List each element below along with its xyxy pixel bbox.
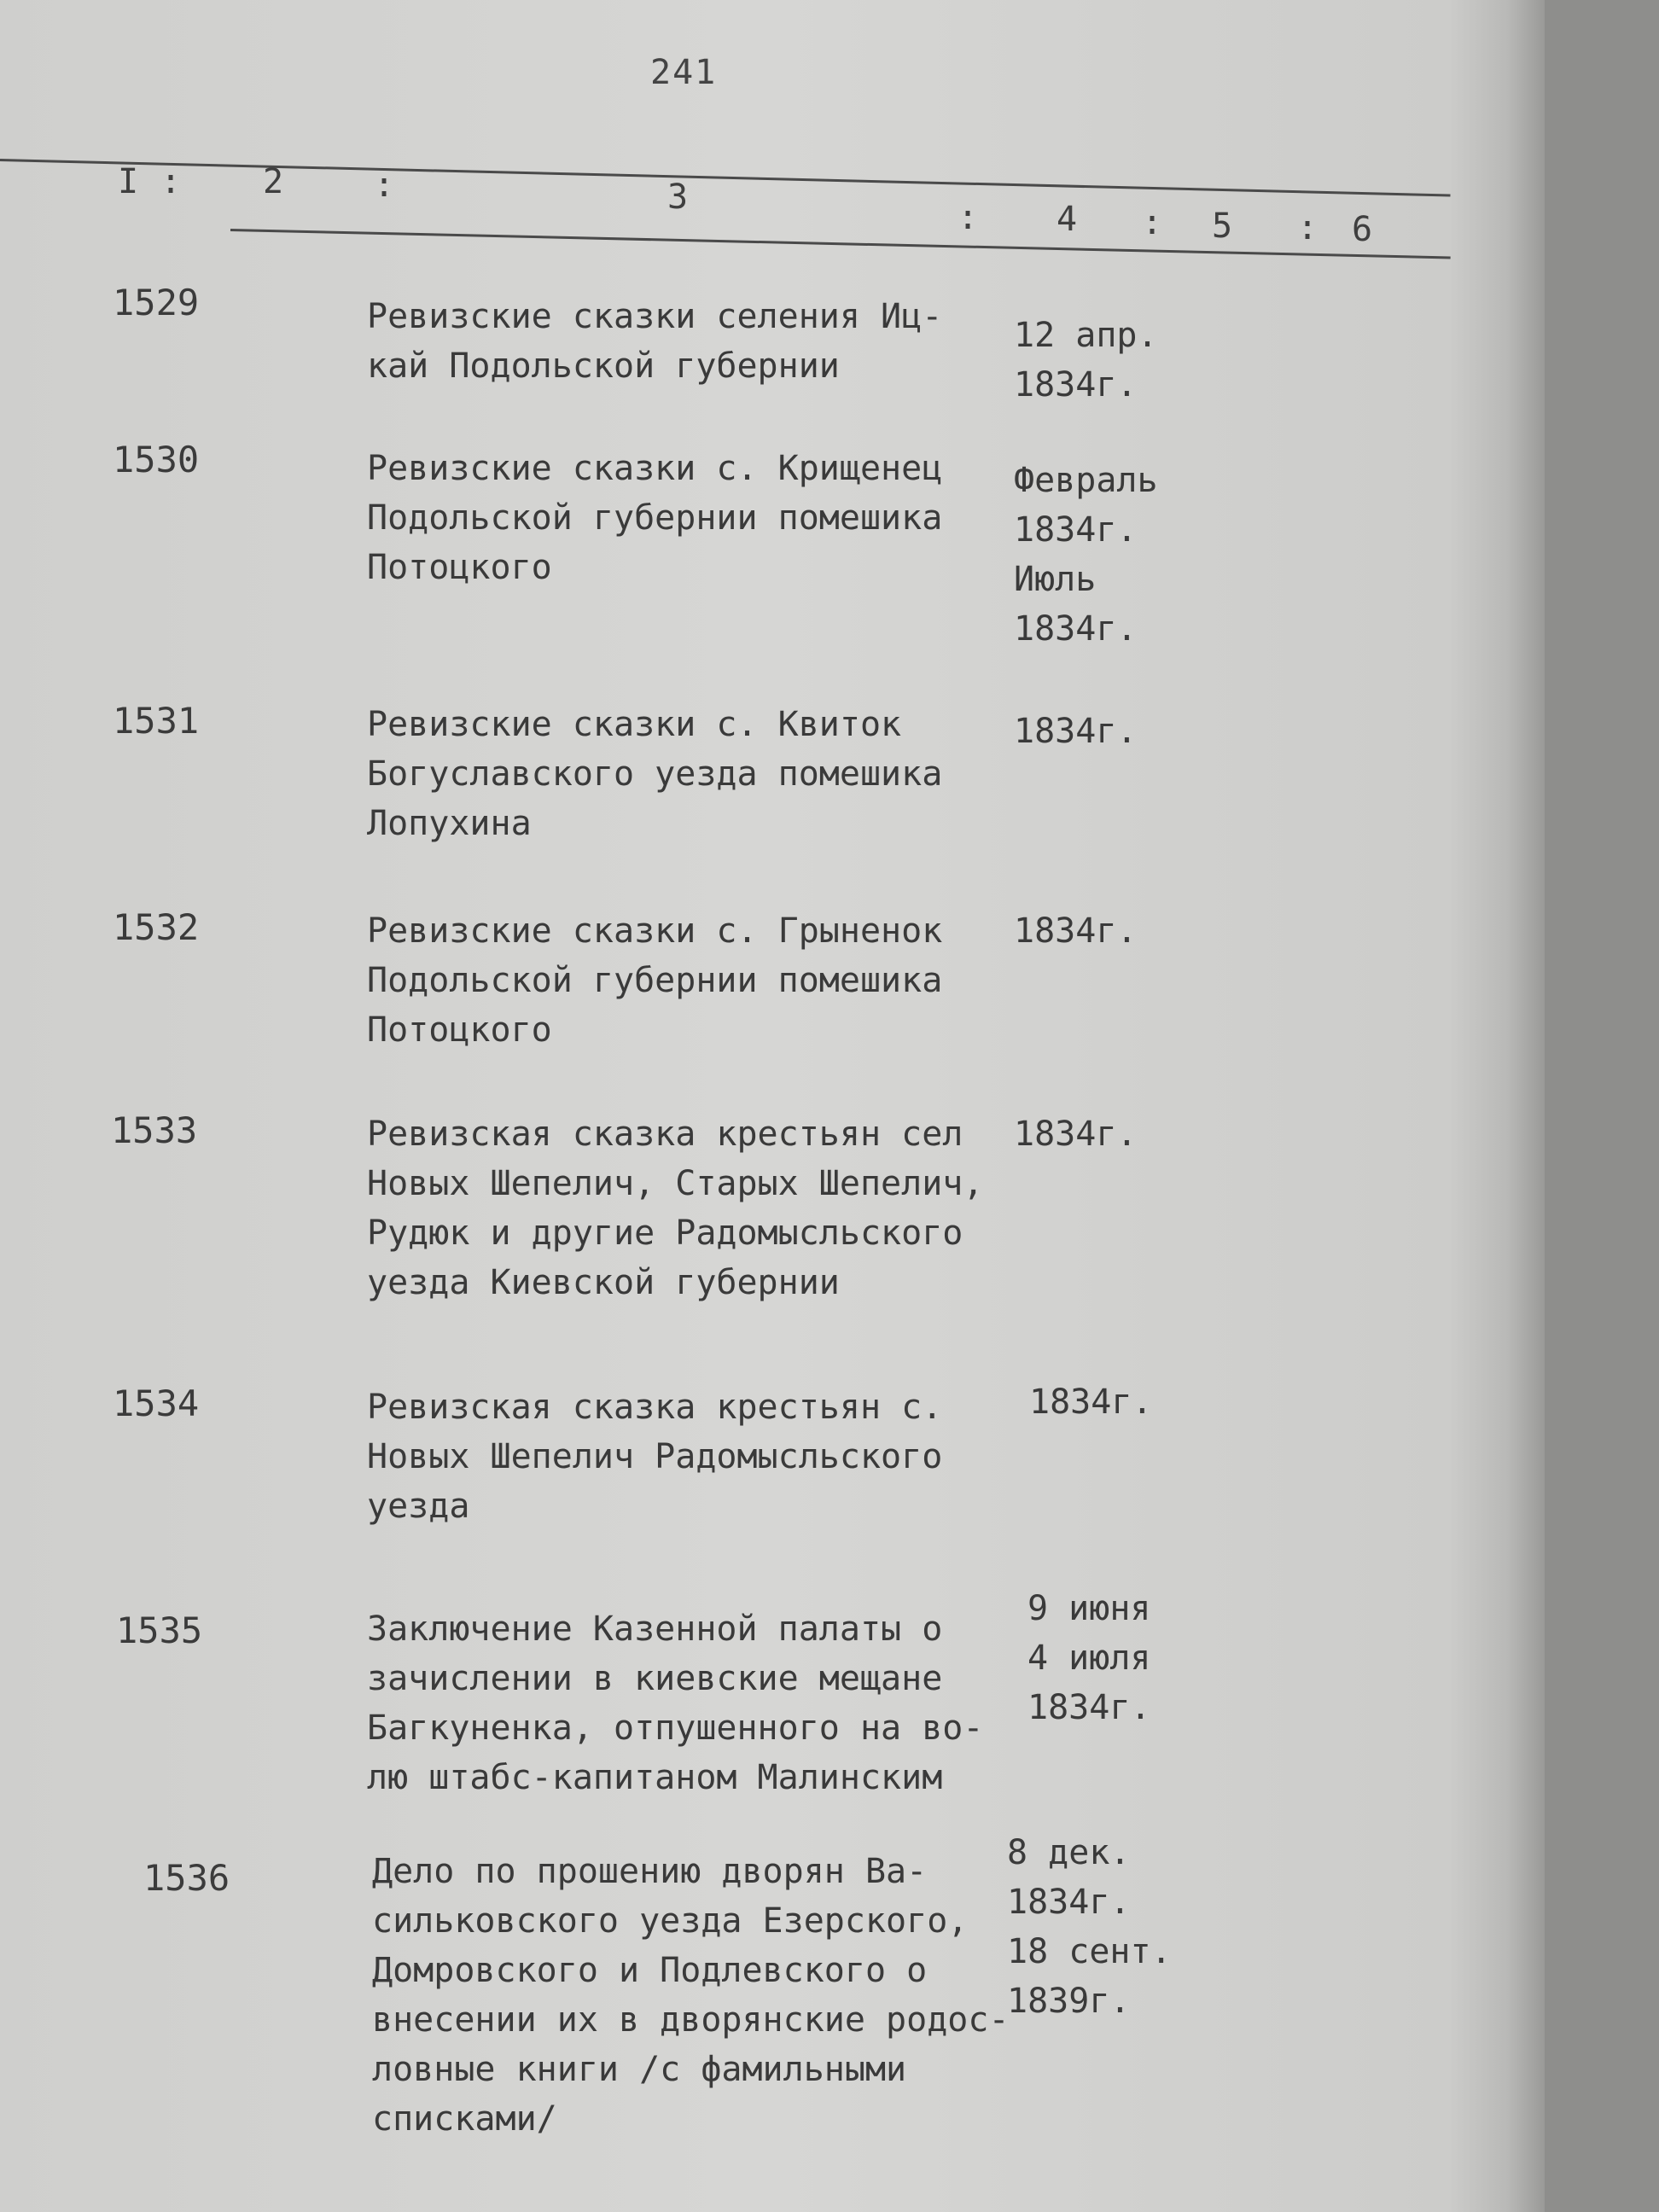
entry-description: Ревизская сказка крестьян сел Новых Шепелич, Старых Шепелич, Рудюк и другие Радомысльского уезда Киевской губернии bbox=[367, 1115, 984, 1302]
header-bottom-rule bbox=[230, 229, 1451, 259]
page-number: 241 bbox=[650, 53, 718, 92]
column-separator: : bbox=[374, 166, 395, 205]
entry-date: 1834г. bbox=[1014, 1115, 1138, 1154]
entry-number: 1532 bbox=[113, 906, 200, 948]
column-separator: : bbox=[958, 198, 979, 237]
entry-date: 12 апр. 1834г. bbox=[1014, 316, 1158, 405]
page-edge-shadow bbox=[1451, 0, 1545, 2212]
entry-number: 1530 bbox=[113, 439, 200, 480]
entry-date: 8 дек. 1834г. 18 сент. 1839г. bbox=[1007, 1833, 1172, 2021]
column-6-label: 6 bbox=[1352, 210, 1373, 249]
entry-description: Дело по прошению дворян Ва- сильковского уезда Езерского, Домровского и Подлевского о внесении их в дворянские родос- ловные книги /с фамильными списками/ bbox=[372, 1852, 1010, 2139]
entry-number: 1533 bbox=[111, 1109, 198, 1151]
entry-description: Ревизские сказки селения Иц- кай Подольской губернии bbox=[367, 297, 943, 386]
entry-description: Ревизская сказка крестьян с. Новых Шепелич Радомысльского уезда bbox=[367, 1388, 943, 1526]
entry-date: Февраль 1834г. Июль 1834г. bbox=[1014, 461, 1158, 649]
entry-number: 1534 bbox=[113, 1382, 200, 1424]
entry-date: 1834г. bbox=[1014, 712, 1138, 751]
column-2-label: 2 bbox=[263, 162, 284, 201]
column-1-label: I bbox=[118, 162, 139, 201]
entry-description: Ревизские сказки с. Крищенец Подольской губернии помешика Потоцкого bbox=[367, 449, 943, 587]
entry-number: 1535 bbox=[116, 1610, 203, 1651]
entry-description: Ревизские сказки с. Грыненок Подольской губернии помешика Потоцкого bbox=[367, 911, 943, 1050]
column-4-label: 4 bbox=[1057, 200, 1078, 239]
entry-number: 1531 bbox=[113, 700, 200, 742]
column-5-label: 5 bbox=[1212, 207, 1233, 246]
entry-description: Заключение Казенной палаты о зачислении в киевские мещане Багкуненка, отпушенного на во- лю штабс-капитаном Малинским bbox=[367, 1610, 984, 1797]
entry-date: 1834г. bbox=[1014, 911, 1138, 951]
column-separator: : bbox=[1297, 208, 1318, 247]
column-header-row bbox=[0, 162, 1451, 249]
column-separator: : bbox=[160, 162, 182, 201]
column-separator: : bbox=[1142, 203, 1163, 242]
entry-date: 1834г. bbox=[1029, 1382, 1153, 1422]
entry-description: Ревизские сказки с. Квиток Богуславского уезда помешика Лопухина bbox=[367, 705, 943, 843]
entry-number: 1536 bbox=[143, 1857, 230, 1899]
column-3-label: 3 bbox=[667, 178, 689, 217]
entry-date: 9 июня 4 июля 1834г. bbox=[1027, 1589, 1151, 1727]
entry-number: 1529 bbox=[113, 282, 200, 323]
